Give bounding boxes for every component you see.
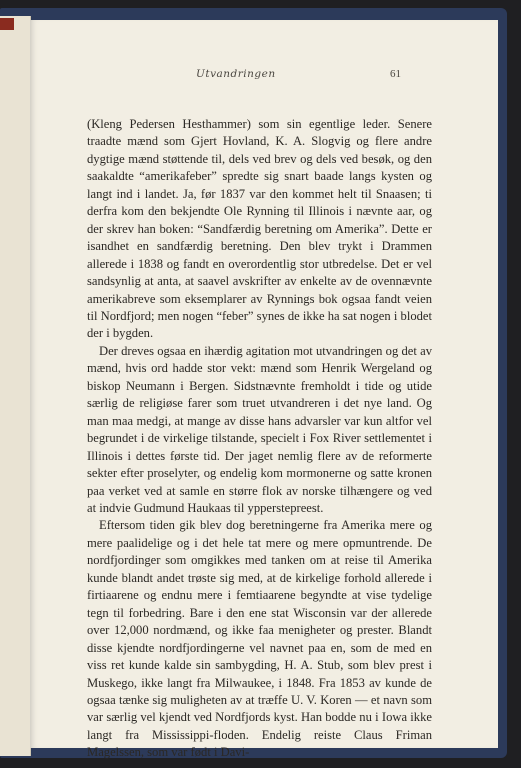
running-head: Utvandringen xyxy=(196,68,276,80)
body-text xyxy=(87,116,432,762)
facing-page-edge xyxy=(0,16,31,756)
page-number: 61 xyxy=(390,68,401,80)
paragraph: Eftersom tiden gik blev dog beretningerne fra Amerika mere og mere paalidelige og i det hele tat mere og mere opmuntrende. De nordfjordinger som omgikkes med tanken om at reise til Amerika kunde blandt andet trøste sig med, at de kirkelige forhold allerede i firtiaarene og endnu mere i femtiaarene begyndte at vise tydelige tegn til forbedring. Bare i den ene stat Wisconsin var der allerede over 12,000 nordmænd, og ikke faa menigheter og prester. Blandt disse kjendte nordfjordingerne vel navnet paa en, som de med en viss ret kunde kalde sin sambygding, H. A. Stub, som blev prest i Muskego, ikke langt fra Milwaukee, i 1848. Fra 1853 av kunde de ogsaa tænke sig muligheten av at træffe U. V. Koren — et navn som var særlig vel kjendt ved Nordfjords kyst. Han bodde nu i Iowa ikke langt fra Mississippi-floden. Endelig reiste Claus Friman Magelssen, som var født i Davi- xyxy=(87,518,432,760)
paragraph: (Kleng Pedersen Hesthammer) som sin egentlige leder. Senere traadte mænd som Gjert Hovland, K. A. Slogvig og flere andre dygtige mænd støttende til, dels ved brev og dels ved besøk, og den saakaldte “amerikafeber” spredte sig snart baade langs kysten og langt ind i landet. Ja, før 1837 var den kommet helt til Snaasen; ti derfra kom den bekjendte Ole Rynning til Illinois i nævnte aar, og der skrev han boken: “Sandfærdig beretning om Amerika”. Dette er isandhet en sandfærdig beretning. Den blev trykt i Drammen allerede i 1838 og fandt en overordentlig stor utbredelse. Det er vel sandsynlig at anta, at saavel avskrifter av enkelte av de ovennævnte amerikabreve som eksemplarer av Rynnings bok ogsaa fandt veien til Nordfjord; men nogen “feber” synes de ikke ha sat nogen i blodet der i bygden. xyxy=(87,117,432,341)
paragraph: Der dreves ogsaa en ihærdig agitation mot utvandringen og det av mænd, hvis ord hadde stor vekt: mænd som Henrik Wergeland og biskop Neumann i Bergen. Sidstnævnte fremholdt i tide og utide særlig de religiøse farer som truet utvandreren i det nye land. Og man maa medgi, at mange av disse hans advarsler var kun altfor vel begrundet i de virkelige tilstande, specielt i Fox River settlementet i Illinois i dettes første tid. Der jaget nemlig flere av de reformerte sekter efter proselyter, og endelig kom mormonerne og satte kronen paa verket ved at samle en større flok av norske tilhængere og ved at indvie Gudmund Haukaas til ypperstepreest. xyxy=(87,343,432,515)
cover-corner-mark xyxy=(0,18,14,30)
